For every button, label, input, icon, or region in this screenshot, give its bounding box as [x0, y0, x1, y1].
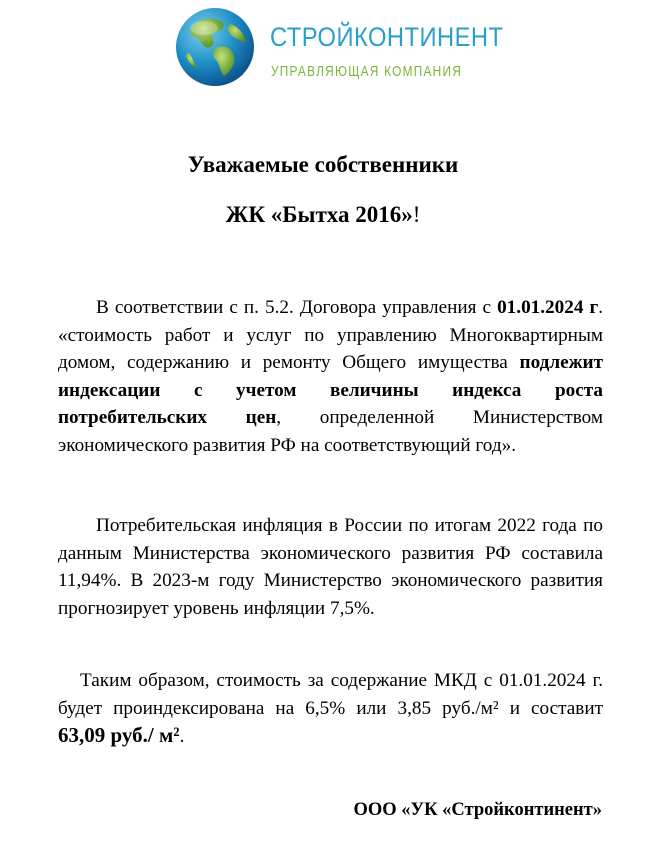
title-complex-name: ЖК «Бытха 2016»: [225, 202, 413, 227]
paragraph-3-text-a: Таким образом, стоимость за содержание МКД с 01.01.2024 г. будет проиндексирована на 6,5% или 3,85 руб./м² и составит: [58, 670, 603, 719]
indexation-clause: подлежит индексации с учетом величины индекса роста потребительских цен: [58, 352, 603, 428]
paragraph-3-text-b: .: [179, 726, 185, 747]
effective-date: 01.01.2024 г: [497, 297, 599, 318]
title-line-1: Уважаемые собственники: [187, 152, 459, 177]
letterhead: [174, 6, 504, 88]
signature: ООО «УК «Стройконтинент»: [353, 800, 602, 820]
new-rate-value: 63,09 руб./ м²: [58, 723, 180, 747]
company-subtitle: УПРАВЛЯЮЩАЯ КОМПАНИЯ: [271, 64, 463, 80]
paragraph-1-text-c: , определенной Министерством экономического развития РФ на соответствующий год».: [58, 407, 603, 456]
globe-icon: [174, 6, 256, 88]
title-line-2: [0, 200, 646, 230]
paragraph-inflation: Потребительская инфляция в России по итогам 2022 года по данным Министерства экономического развития РФ составила 11,94%. В 2023-м году Министерство экономического развития прогнозирует уровень инфляции 7,5%.: [58, 515, 603, 619]
paragraph-conclusion: [58, 667, 603, 751]
paragraph-1-text-b: . «стоимость работ и услуг по управлению Многоквартирным домом, содержанию и ремонту Общего имущества: [58, 297, 603, 373]
company-name: СТРОЙКОНТИНЕНТ: [270, 22, 504, 52]
paragraph-contract: [58, 294, 603, 459]
title-exclamation: !: [412, 202, 421, 227]
paragraph-1-text-a: В соответствии с п. 5.2. Договора управления с: [96, 297, 498, 318]
